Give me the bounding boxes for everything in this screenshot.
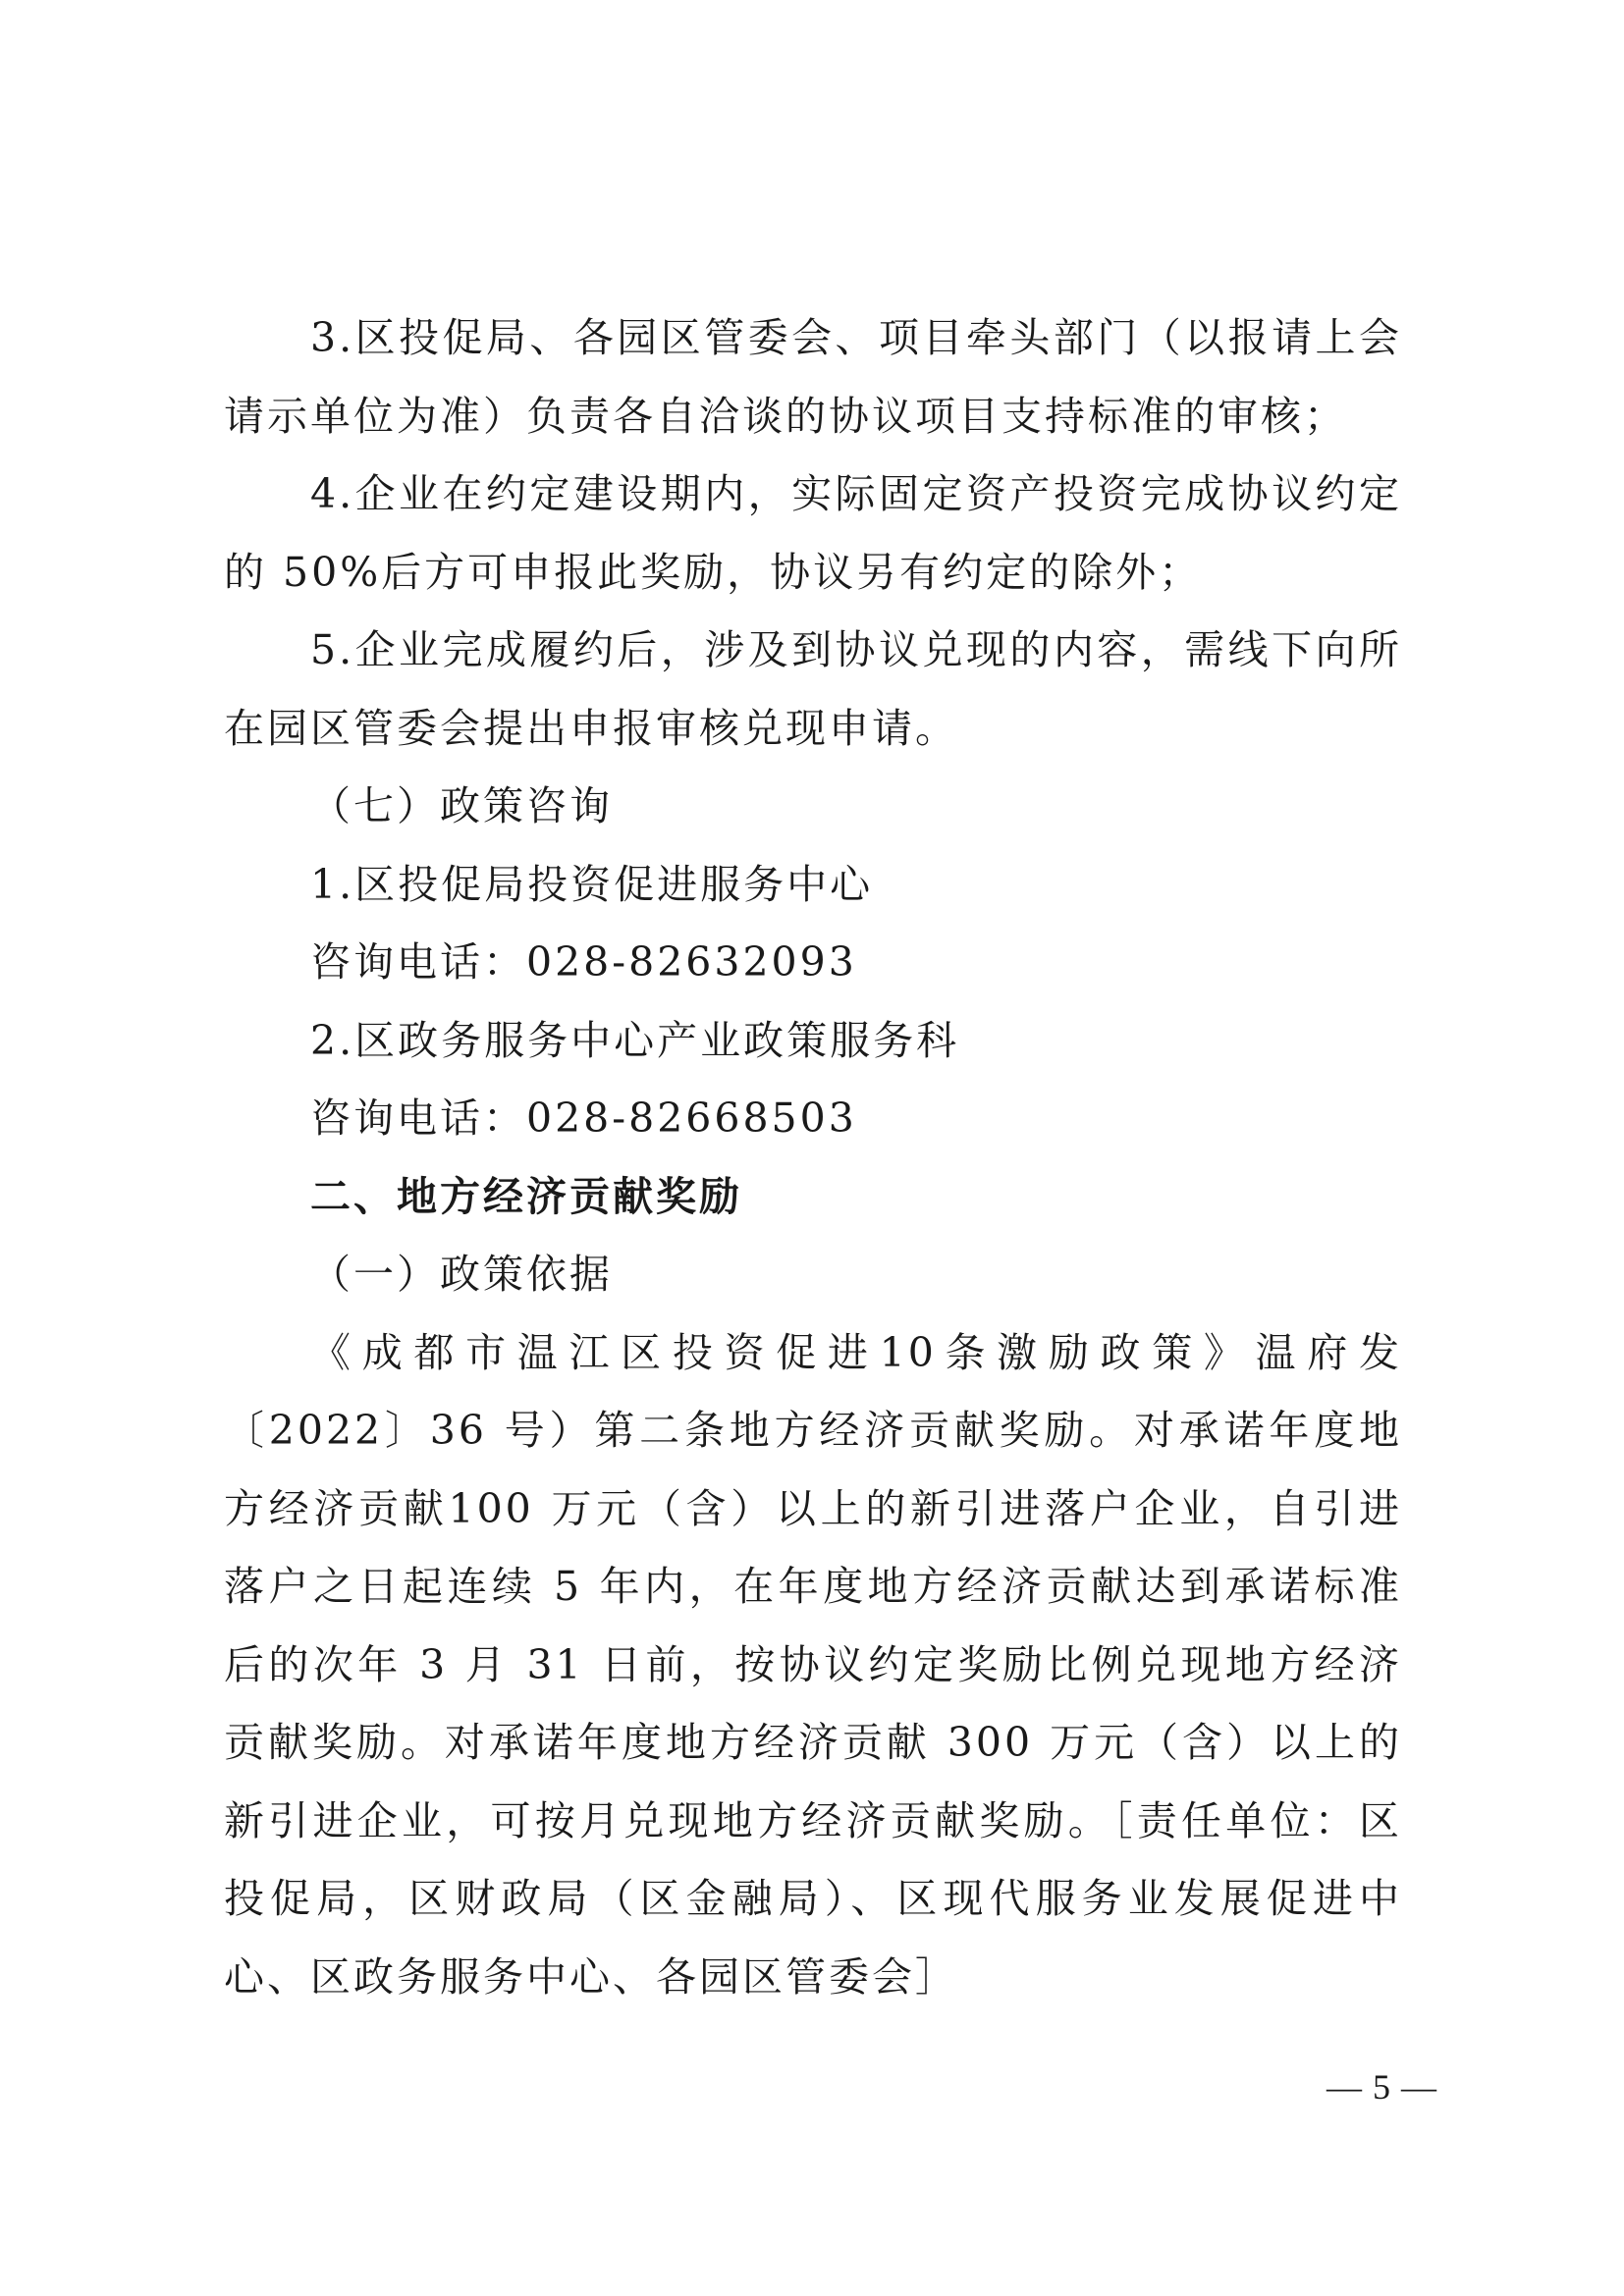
contact-phone-2: 咨询电话：028-82668503 [310,1095,857,1142]
section-heading-local-economic-reward: 二、地方经济贡献奖励 [310,1172,742,1220]
paragraph-application-condition: 4.企业在约定建设期内，实际固定资产投资完成协议约定的 50%后方可申报此奖励，协议另有约定的除外； [224,470,1402,596]
page-number: — 5 — [1326,2067,1437,2107]
contact-phone-1: 咨询电话：028-82632093 [310,938,857,986]
paragraph-fulfillment-application: 5.企业完成履约后，涉及到协议兑现的内容，需线下向所在园区管委会提出申报审核兑现申请。 [224,626,1402,752]
paragraph-policy-basis: 《成都市温江区投资促进10条激励政策》温府发〔2022〕36 号）第二条地方经济贡献奖励。对承诺年度地方经济贡献100 万元（含）以上的新引进落户企业，自引进落户之日起连续 5 年内，在年度地方经济贡献达到承诺标准后的次年 3 月 31 日前，按协议约定奖励比例兑现地方经济贡献奖励。对承诺年度地方经济贡献 300 万元（含）以上的新引进企业，可按月兑现地方经济贡献奖励。［责任单位：区投促局，区财政局（区金融局）、区现代服务业发展促进中心、区政务服务中心、各园区管委会］ [224,1328,1402,2001]
section-heading-policy-consultation: （七）政策咨询 [310,782,613,829]
contact-unit-2: 2.区政务服务中心产业政策服务科 [310,1016,960,1064]
subsection-heading-policy-basis: （一）政策依据 [310,1251,613,1298]
contact-unit-1: 1.区投促局投资促进服务中心 [310,860,874,908]
paragraph-review-responsibility: 3.区投促局、各园区管委会、项目牵头部门（以报请上会请示单位为准）负责各自洽谈的协议项目支持标准的审核； [224,314,1402,440]
document-body [224,299,1402,2016]
